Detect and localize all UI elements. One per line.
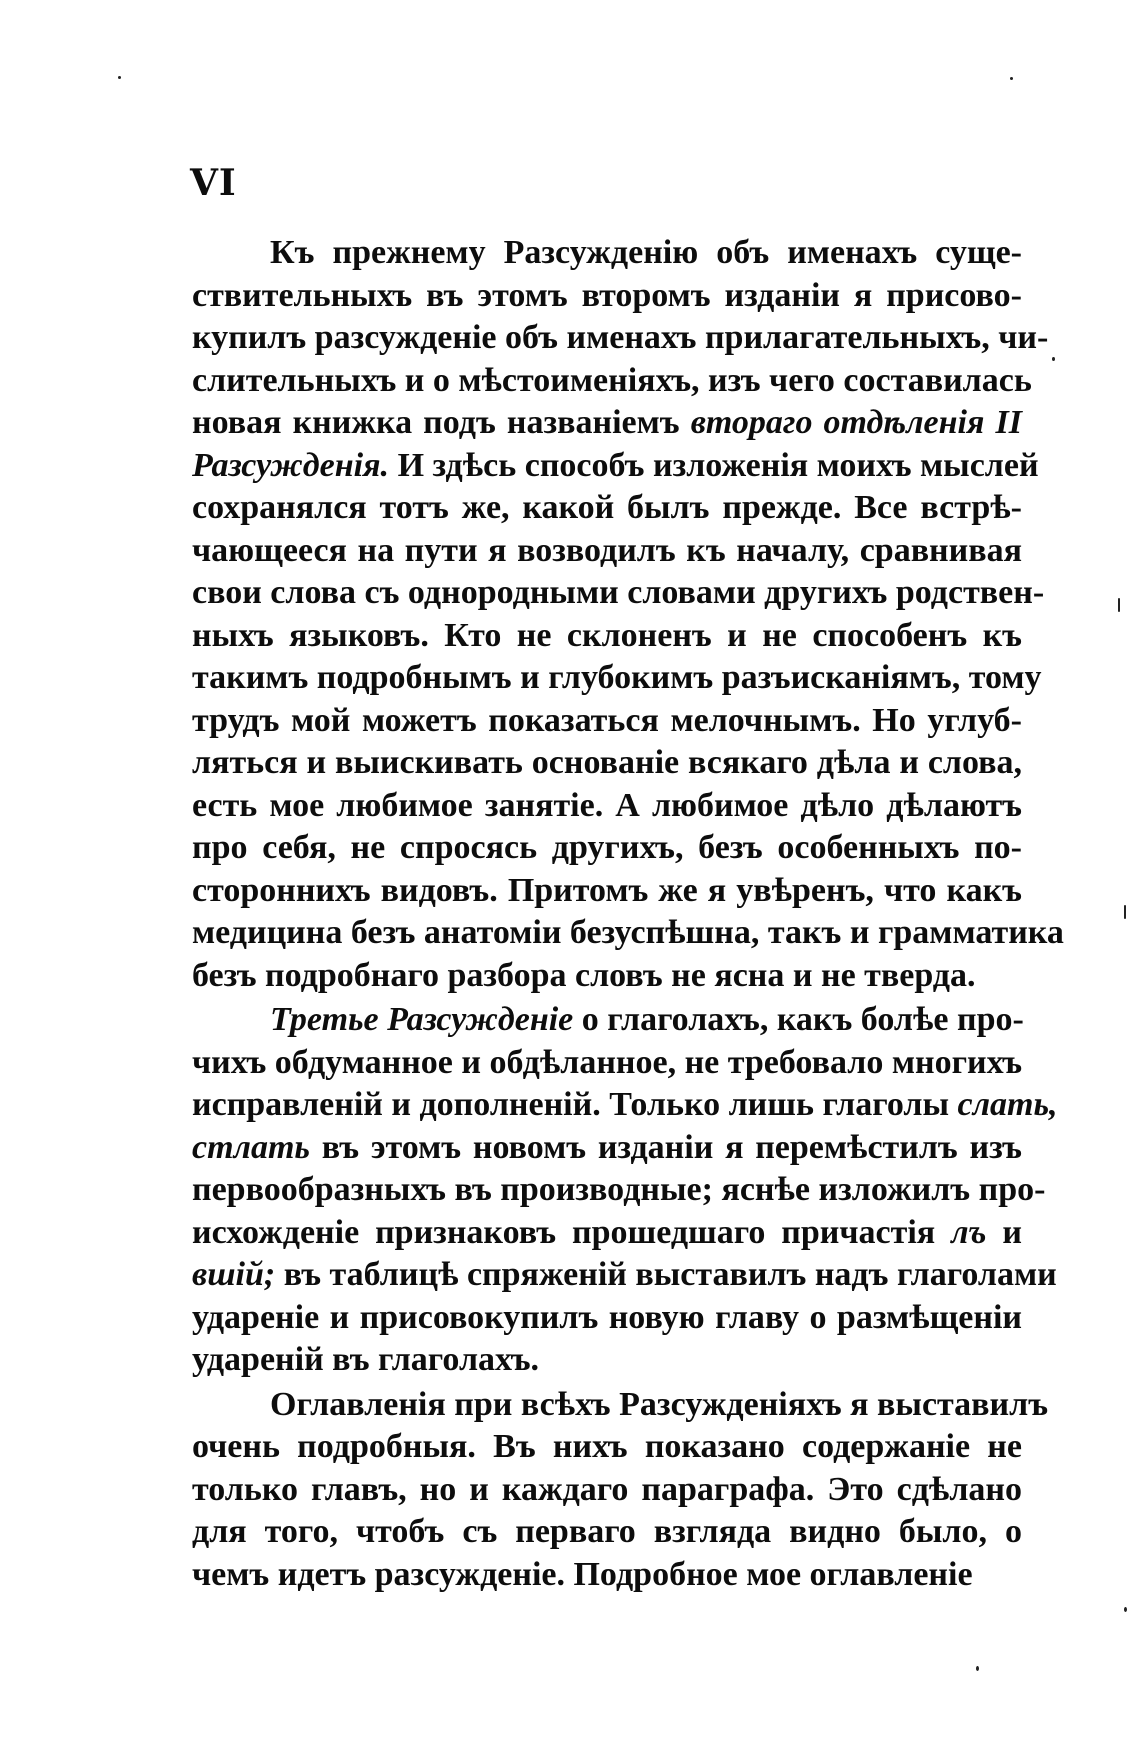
text-line <box>192 1169 1046 1212</box>
text-line <box>192 955 1022 998</box>
text-line <box>192 1339 1022 1382</box>
text-run: медицина безъ анатоміи безуспѣшна, такъ и грамматика <box>192 914 1064 951</box>
text-run: слительныхъ и о мѣстоименіяхъ, изъ чего составилась <box>192 361 1032 399</box>
text-run: новая книжка подъ названіемъ <box>192 404 691 441</box>
italic-text: вшій; <box>192 1256 276 1293</box>
text-run: трудъ мой можетъ показаться мелочнымъ. Но углуб- <box>192 701 1022 739</box>
text-line <box>192 402 1022 445</box>
text-run: въ таблицѣ спряженій выставилъ надъ глаголами <box>275 1256 1057 1293</box>
text-run: Оглавленія при всѣхъ Разсужденіяхъ я выставилъ <box>270 1385 1049 1423</box>
text-run: Къ прежнему Разсужденію объ именахъ суще- <box>270 234 1022 271</box>
text-line <box>192 530 1022 573</box>
text-run: ныхъ языковъ. Кто не склоненъ и не способенъ къ <box>192 616 1022 654</box>
text-line <box>192 572 1045 615</box>
text-line <box>192 232 1022 275</box>
text-run: о глаголахъ, какъ болѣе про- <box>573 1001 1024 1038</box>
text-line <box>192 487 1022 530</box>
text-run: свои слова съ однородными словами другихъ родствен- <box>192 574 1045 611</box>
text-run: безъ подробнаго разбора словъ не ясна и не тверда. <box>192 956 976 994</box>
text-run: только главъ, но и каждаго параграфа. Это сдѣлано <box>192 1470 1022 1508</box>
text-run: есть мое любимое занятіе. А любимое дѣло дѣлаютъ <box>192 786 1022 824</box>
text-run: первообразныхъ въ производные; яснѣе изложилъ про- <box>192 1171 1046 1208</box>
scan-speck <box>976 1666 979 1671</box>
text-run: стороннихъ видовъ. Притомъ же я увѣренъ, что какъ <box>192 871 1022 909</box>
text-line <box>192 1511 1022 1554</box>
text-line <box>192 657 1042 700</box>
text-run: чемъ идетъ разсужденіе. Подробное мое оглавленіе <box>192 1555 973 1593</box>
scan-speck <box>1124 905 1126 919</box>
text-line <box>192 1426 1022 1469</box>
body-text <box>192 232 1064 1596</box>
italic-text: стлать <box>192 1128 310 1166</box>
scan-speck <box>1118 598 1120 612</box>
scan-speck <box>1124 1607 1127 1612</box>
text-line <box>192 785 1022 828</box>
text-line <box>192 1084 1058 1127</box>
text-line <box>192 999 1022 1042</box>
text-line <box>192 1469 1022 1512</box>
text-line <box>192 912 1064 955</box>
text-line <box>192 615 1022 658</box>
text-line <box>192 317 1049 360</box>
scan-speck <box>118 76 121 79</box>
text-run: купилъ разсужденіе объ именахъ прилагательныхъ, чи- <box>192 319 1049 356</box>
italic-text: Разсужденія. <box>192 446 390 484</box>
text-line <box>192 275 1022 318</box>
text-line <box>192 1297 1022 1340</box>
text-run: очень подробныя. Въ нихъ показано содержаніе не <box>192 1428 1022 1465</box>
text-run: И здѣсь способъ изложенія моихъ мыслей <box>389 446 1039 484</box>
text-run: про себя, не спросясь другихъ, безъ особенныхъ по- <box>192 829 1022 866</box>
paragraph <box>192 1384 1049 1597</box>
text-run: исправленій и дополненій. Только лишь глаголы <box>192 1086 958 1123</box>
text-run: исхожденіе признаковъ прошедшаго причастія <box>192 1213 952 1251</box>
page-number: VI <box>190 162 237 204</box>
text-run: ляться и выискивать основаніе всякаго дѣла и слова, <box>192 744 1022 781</box>
scan-speck <box>1052 357 1055 361</box>
text-line <box>192 1042 1022 1085</box>
text-line <box>192 445 1039 488</box>
paragraph <box>192 999 1058 1382</box>
text-line <box>192 700 1022 743</box>
scan-speck <box>1010 77 1013 80</box>
text-run: чихъ обдуманное и обдѣланное, не требовало многихъ <box>192 1043 1023 1081</box>
text-line <box>192 1254 1057 1297</box>
text-line <box>192 1127 1022 1170</box>
text-run: сохранялся тотъ же, какой былъ прежде. Все встрѣ- <box>192 489 1022 526</box>
text-run: удареній въ глаголахъ. <box>192 1341 540 1378</box>
text-line <box>192 870 1022 913</box>
text-run: ствительныхъ въ этомъ второмъ изданіи я присово- <box>192 276 1022 314</box>
text-run: для того, чтобъ съ перваго взгляда видно было, о <box>192 1513 1022 1550</box>
italic-text: втораго отдѣленія II <box>690 404 1022 441</box>
text-run: чающееся на пути я возводилъ къ началу, сравнивая <box>192 531 1022 569</box>
paragraph <box>192 232 1064 997</box>
italic-text: Третье Разсужденіе <box>270 1001 574 1038</box>
text-line <box>192 742 1022 785</box>
text-run: въ этомъ новомъ изданіи я перемѣстилъ изъ <box>309 1128 1022 1166</box>
text-run: удареніе и присовокупилъ новую главу о размѣщеніи <box>192 1298 1022 1336</box>
text-line <box>192 827 1022 870</box>
text-line <box>192 1212 1022 1255</box>
text-line <box>192 360 1032 403</box>
italic-text: слать, <box>957 1086 1058 1123</box>
text-line <box>192 1554 1022 1597</box>
text-line <box>192 1384 1049 1427</box>
text-run: и <box>986 1213 1023 1251</box>
italic-text: лъ <box>951 1213 987 1251</box>
text-run: такимъ подробнымъ и глубокимъ разъисканіямъ, тому <box>192 659 1042 696</box>
